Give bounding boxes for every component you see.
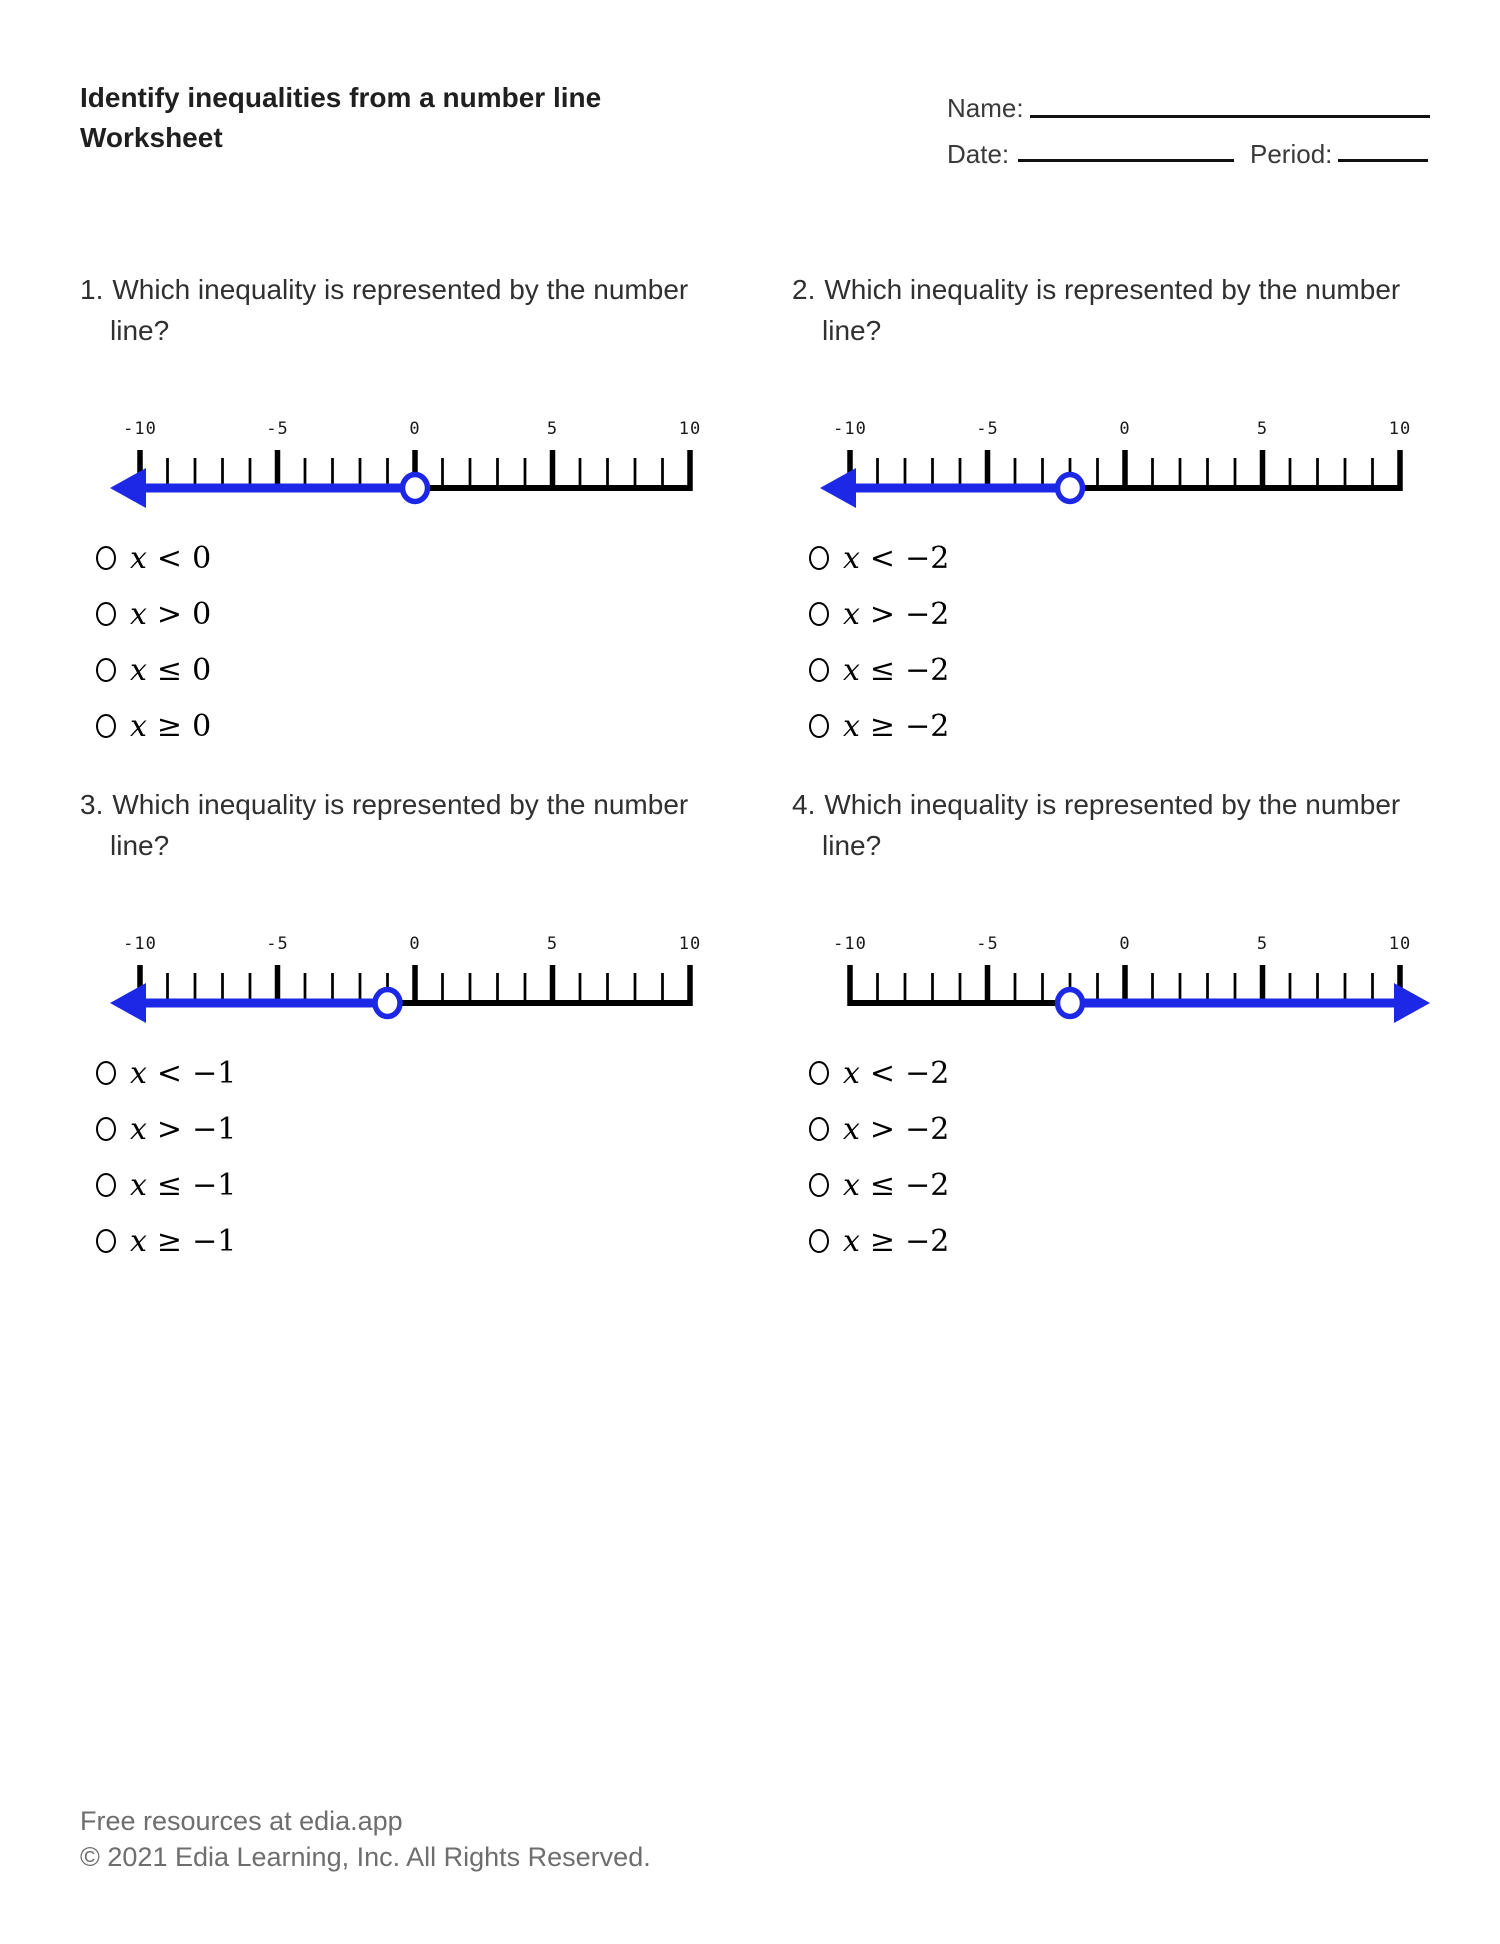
- option-expression: [130, 1112, 236, 1147]
- option-expression: [130, 1056, 236, 1091]
- period-label: Period:: [1250, 139, 1333, 169]
- option-value: −2: [905, 1055, 950, 1091]
- answer-radio[interactable]: [809, 1061, 829, 1085]
- numberline-tick-label: -10: [833, 934, 867, 954]
- answer-options-q4: [809, 1045, 949, 1269]
- option-expression: [843, 1168, 949, 1203]
- option-operator: ≤: [869, 652, 896, 688]
- option-operator: ≥: [156, 1223, 183, 1259]
- numberline-tick-label: -5: [266, 419, 289, 439]
- answer-option: [809, 642, 949, 698]
- question-number: 4.: [792, 789, 816, 820]
- option-value: −2: [905, 1223, 950, 1259]
- open-circle-point: [403, 475, 428, 502]
- question-number: 3.: [80, 789, 104, 820]
- option-variable: x: [130, 708, 147, 744]
- answer-option: [96, 698, 211, 754]
- answer-radio[interactable]: [96, 658, 116, 682]
- option-variable: x: [843, 1111, 860, 1147]
- footer-line2: © 2021 Edia Learning, Inc. All Rights Reserved.: [80, 1842, 651, 1872]
- answer-options-q2: [809, 530, 949, 754]
- option-operator: >: [869, 1111, 896, 1147]
- answer-radio[interactable]: [809, 602, 829, 626]
- answer-radio[interactable]: [96, 1173, 116, 1197]
- option-expression: [130, 1224, 236, 1259]
- option-variable: x: [843, 652, 860, 688]
- answer-radio[interactable]: [96, 1117, 116, 1141]
- option-operator: >: [156, 1111, 183, 1147]
- title-line2: Worksheet: [80, 122, 223, 153]
- page-footer: [80, 1803, 651, 1875]
- numberline-tick-label: -5: [976, 934, 999, 954]
- prompt-text: Which inequality is represented by the number: [824, 274, 1401, 305]
- title-line1: Identify inequalities from a number line: [80, 82, 602, 113]
- option-value: −2: [905, 1167, 950, 1203]
- numberline-tick-label: 0: [1119, 934, 1131, 954]
- numberline-q4: [790, 915, 1450, 1045]
- option-variable: x: [130, 1111, 147, 1147]
- answer-radio[interactable]: [96, 602, 116, 626]
- numberline-tick-label: 5: [1256, 934, 1269, 954]
- option-value: −2: [905, 540, 950, 576]
- answer-radio[interactable]: [809, 714, 829, 738]
- ray-arrowhead-left: [820, 468, 856, 508]
- answer-radio[interactable]: [809, 1229, 829, 1253]
- worksheet-title: [80, 78, 601, 158]
- numberline-tick-label: 10: [1388, 934, 1412, 954]
- option-variable: x: [843, 596, 860, 632]
- open-circle-point: [1058, 990, 1083, 1017]
- option-variable: x: [843, 1223, 860, 1259]
- numberline-tick-label: -5: [976, 419, 999, 439]
- prompt-text: Which inequality is represented by the number: [824, 789, 1401, 820]
- option-value: −1: [192, 1111, 237, 1147]
- option-expression: [843, 1112, 949, 1147]
- numberline-tick-label: -10: [833, 419, 867, 439]
- ray-arrowhead-right: [1394, 983, 1430, 1023]
- option-value: −1: [192, 1223, 237, 1259]
- option-value: −2: [905, 708, 950, 744]
- answer-option: [96, 530, 211, 586]
- option-expression: [130, 709, 211, 744]
- option-value: −1: [192, 1167, 237, 1203]
- answer-option: [96, 1101, 236, 1157]
- numberline-q2: [790, 400, 1450, 530]
- answer-radio[interactable]: [809, 1173, 829, 1197]
- answer-radio[interactable]: [96, 1061, 116, 1085]
- answer-radio[interactable]: [809, 658, 829, 682]
- open-circle-point: [375, 990, 400, 1017]
- answer-option: [809, 1045, 949, 1101]
- option-operator: ≥: [869, 708, 896, 744]
- option-variable: x: [130, 652, 147, 688]
- prompt-line1: [792, 784, 1412, 825]
- option-operator: >: [869, 596, 896, 632]
- date-label: Date:: [947, 139, 1010, 169]
- option-expression: [130, 597, 211, 632]
- option-expression: [843, 1224, 949, 1259]
- option-variable: x: [843, 708, 860, 744]
- option-operator: ≤: [156, 652, 183, 688]
- prompt-line2: line?: [110, 830, 170, 861]
- numberline-tick-label: 5: [546, 934, 559, 954]
- numberline-q1: [80, 400, 740, 530]
- numberline-tick-label: 10: [678, 934, 702, 954]
- open-circle-point: [1058, 475, 1083, 502]
- option-variable: x: [130, 1223, 147, 1259]
- numberline-tick-label: 5: [1256, 419, 1269, 439]
- ray-arrowhead-left: [110, 983, 146, 1023]
- option-operator: ≤: [869, 1167, 896, 1203]
- option-value: −2: [905, 1111, 950, 1147]
- option-value: 0: [192, 652, 212, 688]
- option-operator: ≥: [156, 708, 183, 744]
- option-operator: <: [869, 540, 896, 576]
- option-variable: x: [130, 540, 147, 576]
- option-value: −2: [905, 596, 950, 632]
- answer-option: [96, 1045, 236, 1101]
- date-input-line[interactable]: [1018, 129, 1234, 162]
- numberline-tick-label: 10: [678, 419, 702, 439]
- numberline-tick-label: -10: [123, 934, 157, 954]
- option-operator: <: [156, 1055, 183, 1091]
- option-operator: ≤: [156, 1167, 183, 1203]
- prompt-text: Which inequality is represented by the number: [112, 274, 689, 305]
- option-operator: <: [156, 540, 183, 576]
- option-operator: >: [156, 596, 183, 632]
- question-number: 1.: [80, 274, 104, 305]
- answer-option: [809, 1101, 949, 1157]
- answer-radio[interactable]: [96, 714, 116, 738]
- option-value: 0: [192, 708, 212, 744]
- prompt-line2: line?: [822, 315, 882, 346]
- option-expression: [843, 597, 949, 632]
- answer-option: [809, 530, 949, 586]
- numberline-tick-label: 0: [409, 934, 421, 954]
- option-operator: ≥: [869, 1223, 896, 1259]
- option-expression: [843, 709, 949, 744]
- option-expression: [843, 653, 949, 688]
- answer-option: [96, 642, 211, 698]
- prompt-line2: line?: [110, 315, 170, 346]
- option-value: −2: [905, 652, 950, 688]
- option-value: 0: [192, 596, 212, 632]
- ray-arrowhead-left: [110, 468, 146, 508]
- option-expression: [843, 1056, 949, 1091]
- answer-option: [809, 1213, 949, 1269]
- question-prompt-4: [792, 784, 1412, 866]
- prompt-line1: [792, 269, 1412, 310]
- option-expression: [130, 1168, 236, 1203]
- question-prompt-1: [80, 269, 700, 351]
- answer-option: [809, 1157, 949, 1213]
- answer-radio[interactable]: [809, 1117, 829, 1141]
- option-variable: x: [843, 1055, 860, 1091]
- answer-option: [809, 586, 949, 642]
- option-value: 0: [192, 540, 212, 576]
- question-prompt-2: [792, 269, 1412, 351]
- numberline-tick-label: -10: [123, 419, 157, 439]
- option-expression: [843, 541, 949, 576]
- answer-options-q3: [96, 1045, 236, 1269]
- prompt-line2: line?: [822, 830, 882, 861]
- question-prompt-3: [80, 784, 700, 866]
- answer-radio[interactable]: [96, 546, 116, 570]
- period-input-line[interactable]: [1338, 129, 1428, 162]
- numberline-q3: [80, 915, 740, 1045]
- option-expression: [130, 541, 211, 576]
- numberline-tick-label: -5: [266, 934, 289, 954]
- answer-option: [96, 586, 211, 642]
- name-input-line[interactable]: [1030, 85, 1430, 118]
- option-variable: x: [130, 1167, 147, 1203]
- option-value: −1: [192, 1055, 237, 1091]
- answer-radio[interactable]: [809, 546, 829, 570]
- prompt-line1: [80, 269, 700, 310]
- option-variable: x: [130, 596, 147, 632]
- prompt-text: Which inequality is represented by the number: [112, 789, 689, 820]
- answer-option: [96, 1157, 236, 1213]
- numberline-tick-label: 0: [409, 419, 421, 439]
- name-label: Name:: [947, 93, 1024, 123]
- option-expression: [130, 653, 211, 688]
- answer-option: [809, 698, 949, 754]
- answer-option: [96, 1213, 236, 1269]
- option-variable: x: [130, 1055, 147, 1091]
- numberline-tick-label: 10: [1388, 419, 1412, 439]
- question-number: 2.: [792, 274, 816, 305]
- footer-line1: Free resources at edia.app: [80, 1806, 403, 1836]
- numberline-tick-label: 5: [546, 419, 559, 439]
- answer-options-q1: [96, 530, 211, 754]
- answer-radio[interactable]: [96, 1229, 116, 1253]
- option-variable: x: [843, 540, 860, 576]
- option-operator: <: [869, 1055, 896, 1091]
- numberline-tick-label: 0: [1119, 419, 1131, 439]
- option-variable: x: [843, 1167, 860, 1203]
- prompt-line1: [80, 784, 700, 825]
